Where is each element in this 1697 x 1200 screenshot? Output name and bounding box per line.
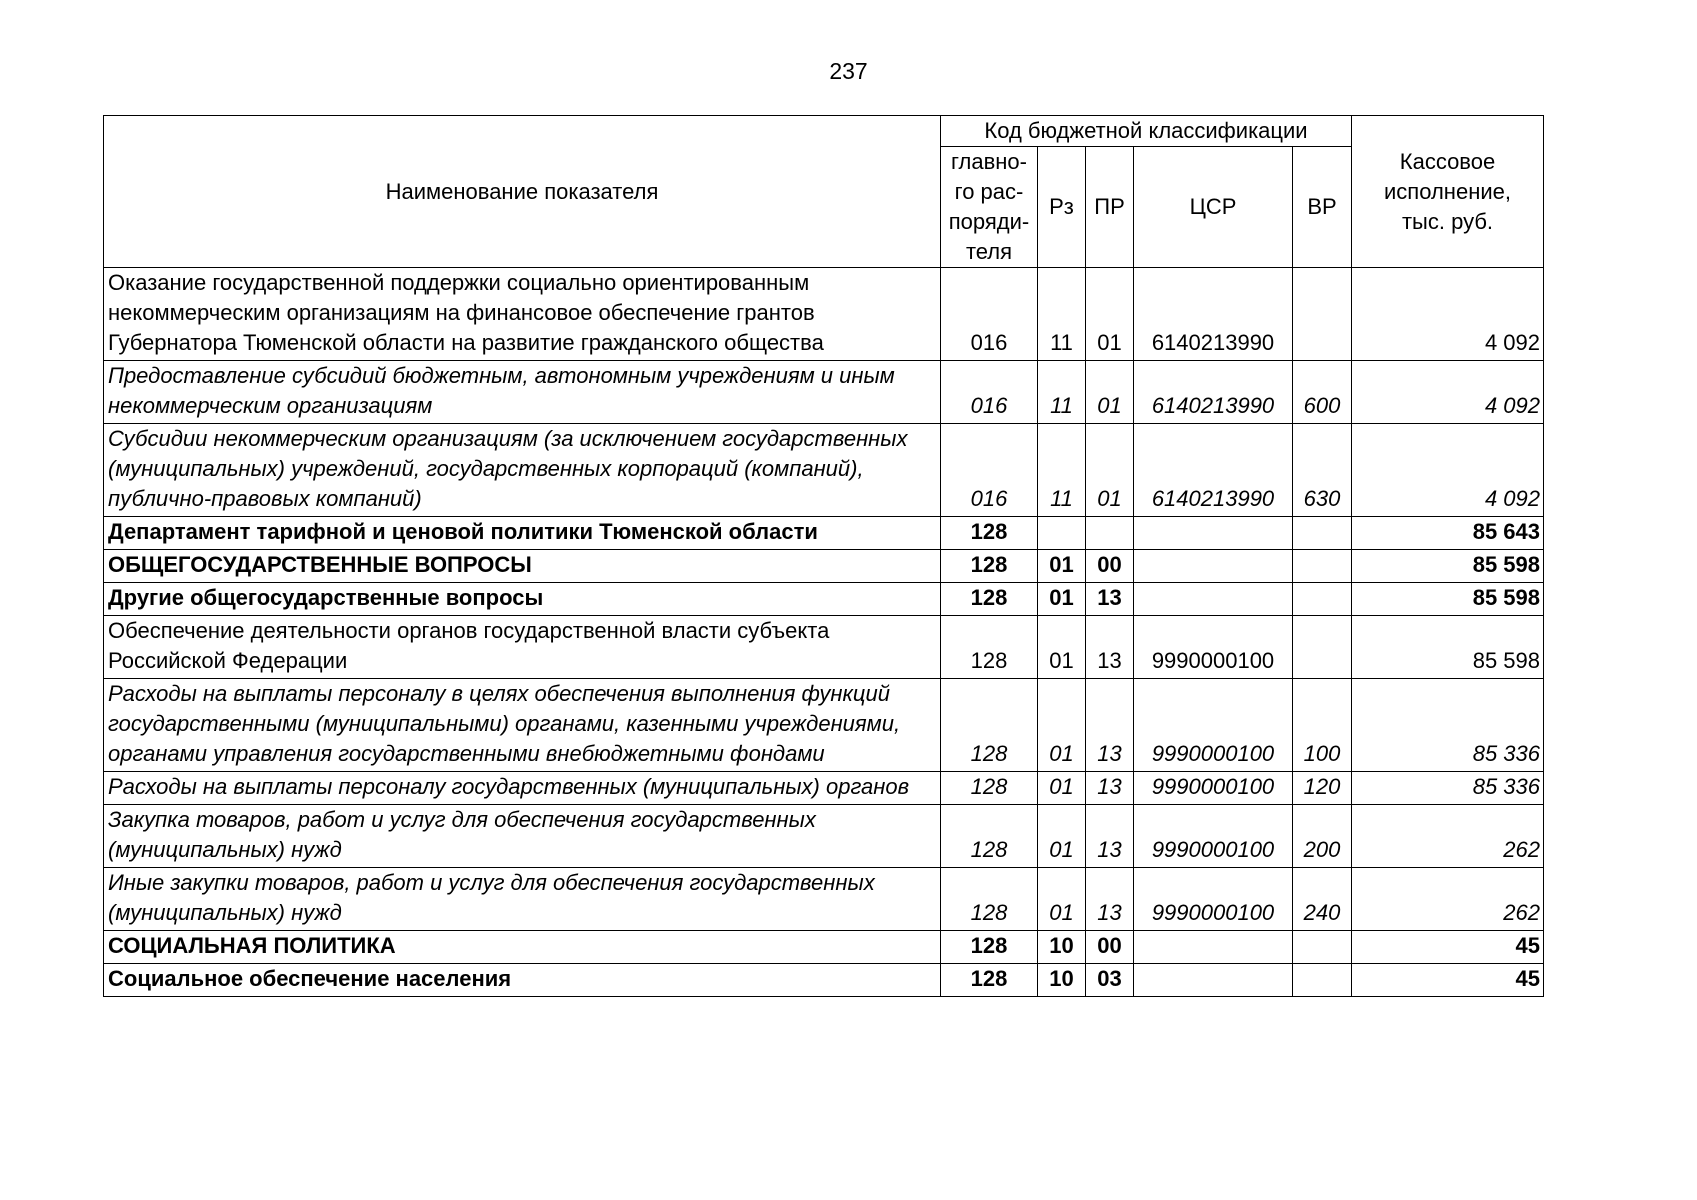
cell-csr: 6140213990: [1134, 268, 1293, 361]
cell-csr: 9990000100: [1134, 679, 1293, 772]
cell-name: Иные закупки товаров, работ и услуг для обеспечения государственных (муниципальных) нужд: [104, 868, 941, 931]
cell-name: Департамент тарифной и ценовой политики Тюменской области: [104, 517, 941, 550]
cell-amount: 4 092: [1352, 361, 1544, 424]
cell-name: СОЦИАЛЬНАЯ ПОЛИТИКА: [104, 931, 941, 964]
cell-grbs: 128: [941, 583, 1038, 616]
cell-csr: [1134, 964, 1293, 997]
cell-csr: 6140213990: [1134, 361, 1293, 424]
cell-pr: [1086, 517, 1134, 550]
cell-amount: 85 336: [1352, 679, 1544, 772]
header-grbs-line: теля: [965, 239, 1013, 264]
header-grbs-line: го рас-: [954, 179, 1024, 204]
cell-csr: 6140213990: [1134, 424, 1293, 517]
cell-pr: 01: [1086, 424, 1134, 517]
cell-rz: 10: [1038, 964, 1086, 997]
cell-rz: 01: [1038, 805, 1086, 868]
cell-pr: 00: [1086, 550, 1134, 583]
cell-amount: 85 598: [1352, 583, 1544, 616]
cell-csr: 9990000100: [1134, 868, 1293, 931]
header-amount-line: Кассовое: [1399, 148, 1496, 174]
cell-vr: 120: [1293, 772, 1352, 805]
cell-amount: 85 598: [1352, 550, 1544, 583]
cell-rz: 01: [1038, 550, 1086, 583]
cell-amount: 85 643: [1352, 517, 1544, 550]
header-amount-line: тыс. руб.: [1401, 208, 1494, 234]
cell-rz: [1038, 517, 1086, 550]
cell-grbs: 128: [941, 772, 1038, 805]
cell-amount: 85 598: [1352, 616, 1544, 679]
cell-grbs: 016: [941, 424, 1038, 517]
header-row-top: [104, 116, 1544, 147]
cell-vr: [1293, 550, 1352, 583]
cell-pr: 01: [1086, 268, 1134, 361]
header-grbs-line: поряди-: [948, 209, 1030, 234]
header-amount-line: исполнение,: [1384, 178, 1511, 204]
cell-pr: 13: [1086, 805, 1134, 868]
cell-grbs: 128: [941, 616, 1038, 679]
cell-grbs: 128: [941, 517, 1038, 550]
cell-amount: 45: [1352, 964, 1544, 997]
cell-name: Закупка товаров, работ и услуг для обеспечения государственных (муниципальных) нужд: [104, 805, 941, 868]
cell-name: ОБЩЕГОСУДАРСТВЕННЫЕ ВОПРОСЫ: [104, 550, 941, 583]
cell-vr: [1293, 616, 1352, 679]
table-row: [104, 616, 1544, 679]
cell-rz: 11: [1038, 268, 1086, 361]
cell-vr: 630: [1293, 424, 1352, 517]
cell-rz: 11: [1038, 361, 1086, 424]
cell-csr: [1134, 550, 1293, 583]
cell-pr: 13: [1086, 772, 1134, 805]
cell-grbs: 128: [941, 931, 1038, 964]
cell-vr: 100: [1293, 679, 1352, 772]
cell-amount: 4 092: [1352, 268, 1544, 361]
header-code-group: Код бюджетной классификации: [941, 116, 1352, 147]
cell-pr: 03: [1086, 964, 1134, 997]
cell-name: Обеспечение деятельности органов государственной власти субъекта Российской Федерации: [104, 616, 941, 679]
cell-vr: 200: [1293, 805, 1352, 868]
table-row: [104, 268, 1544, 361]
table-row: [104, 583, 1544, 616]
header-rz: Рз: [1038, 147, 1086, 268]
header-amount: [1352, 116, 1544, 268]
cell-rz: 01: [1038, 616, 1086, 679]
cell-grbs: 128: [941, 805, 1038, 868]
table-row: [104, 424, 1544, 517]
cell-amount: 262: [1352, 805, 1544, 868]
header-name: Наименование показателя: [104, 116, 941, 268]
cell-csr: [1134, 583, 1293, 616]
cell-pr: 13: [1086, 583, 1134, 616]
cell-csr: 9990000100: [1134, 616, 1293, 679]
page-number: 237: [829, 58, 868, 84]
cell-rz: 01: [1038, 679, 1086, 772]
cell-pr: 13: [1086, 868, 1134, 931]
header-csr: ЦСР: [1134, 147, 1293, 268]
cell-amount: 4 092: [1352, 424, 1544, 517]
table-row: [104, 517, 1544, 550]
cell-name: Другие общегосударственные вопросы: [104, 583, 941, 616]
cell-csr: 9990000100: [1134, 772, 1293, 805]
budget-execution-table: [103, 115, 1544, 997]
cell-grbs: 128: [941, 868, 1038, 931]
table-row: [104, 679, 1544, 772]
cell-amount: 262: [1352, 868, 1544, 931]
cell-name: Субсидии некоммерческим организациям (за исключением государственных (муниципальных) учреждений, государственных корпораций (компаний), публично-правовых компаний): [104, 424, 941, 517]
header-vr: ВР: [1293, 147, 1352, 268]
cell-name: Социальное обеспечение населения: [104, 964, 941, 997]
cell-csr: [1134, 931, 1293, 964]
table-row: [104, 550, 1544, 583]
cell-grbs: 128: [941, 679, 1038, 772]
cell-rz: 01: [1038, 868, 1086, 931]
cell-rz: 01: [1038, 583, 1086, 616]
header-grbs-line: главно-: [950, 149, 1027, 174]
table-row: [104, 964, 1544, 997]
cell-pr: 13: [1086, 679, 1134, 772]
table-row: [104, 868, 1544, 931]
cell-vr: [1293, 931, 1352, 964]
cell-name: Расходы на выплаты персоналу в целях обеспечения выполнения функций государственными (муниципальными) органами, казенными учреждениями, органами управления государственными внебюджетными фондами: [104, 679, 941, 772]
table-row: [104, 361, 1544, 424]
cell-vr: [1293, 268, 1352, 361]
cell-grbs: 128: [941, 964, 1038, 997]
header-pr: ПР: [1086, 147, 1134, 268]
header-grbs: [941, 147, 1038, 268]
cell-vr: [1293, 964, 1352, 997]
cell-csr: [1134, 517, 1293, 550]
table-row: [104, 772, 1544, 805]
cell-amount: 85 336: [1352, 772, 1544, 805]
cell-grbs: 016: [941, 268, 1038, 361]
cell-amount: 45: [1352, 931, 1544, 964]
table-body: [104, 268, 1544, 997]
cell-vr: 240: [1293, 868, 1352, 931]
cell-rz: 01: [1038, 772, 1086, 805]
cell-pr: 01: [1086, 361, 1134, 424]
cell-name: Расходы на выплаты персоналу государственных (муниципальных) органов: [104, 772, 941, 805]
cell-grbs: 128: [941, 550, 1038, 583]
table-row: [104, 931, 1544, 964]
cell-name: Предоставление субсидий бюджетным, автономным учреждениям и иным некоммерческим организациям: [104, 361, 941, 424]
cell-csr: 9990000100: [1134, 805, 1293, 868]
cell-grbs: 016: [941, 361, 1038, 424]
cell-vr: [1293, 517, 1352, 550]
table-row: [104, 805, 1544, 868]
cell-vr: 600: [1293, 361, 1352, 424]
cell-pr: 00: [1086, 931, 1134, 964]
cell-vr: [1293, 583, 1352, 616]
cell-rz: 11: [1038, 424, 1086, 517]
cell-pr: 13: [1086, 616, 1134, 679]
cell-rz: 10: [1038, 931, 1086, 964]
cell-name: Оказание государственной поддержки социально ориентированным некоммерческим организациям на финансовое обеспечение грантов Губернатора Тюменской области на развитие гражданского общества: [104, 268, 941, 361]
